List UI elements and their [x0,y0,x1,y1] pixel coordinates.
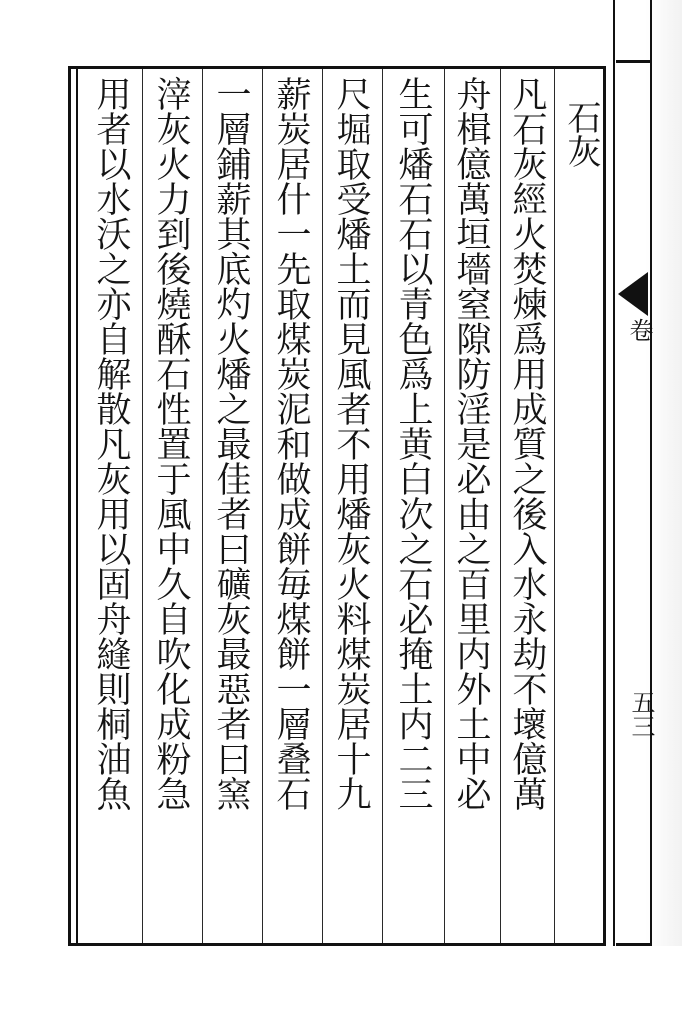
margin-rule-right [650,0,652,946]
column-rule [444,69,445,943]
column-rule [554,69,555,943]
text-column-8: 用者以水沃之亦自解散凡灰用以固舟縫則桐油魚 [91,76,131,811]
center-fold-band [616,60,650,946]
text-column-7: 滓灰火力到後燒酥石性置于風中久自吹化成粉急 [151,76,191,811]
page-number: 五三 [627,690,655,738]
text-column-6: 一層鋪薪其底灼火燔之最佳者曰礦灰最惡者曰窯 [211,76,251,811]
text-column-2: 舟楫億萬垣墻窒隙防淫是必由之百里内外土中必 [451,76,491,811]
section-heading: 石灰 [561,100,601,168]
text-column-4: 尺堀取受燔土而見風者不用燔灰火料煤炭居十九 [331,76,371,811]
column-rule [382,69,383,943]
chapter-marker: 卷 [625,318,653,342]
text-column-3: 生可燔石石以青色爲上黄白次之石必掩土内二三 [393,76,433,811]
column-rule [202,69,203,943]
text-column-5: 薪炭居什一先取煤炭泥和做成餅毎煤餅一層叠石 [271,76,311,811]
column-rule [322,69,323,943]
column-rule [262,69,263,943]
margin-rule-left [613,0,615,946]
column-rule [500,69,501,943]
text-column-1: 凡石灰經火焚煉爲用成質之後入水永劫不壞億萬 [507,76,547,811]
frame-inner-rule [76,66,78,946]
fishtail-mark [618,272,648,316]
column-rule [142,69,143,943]
